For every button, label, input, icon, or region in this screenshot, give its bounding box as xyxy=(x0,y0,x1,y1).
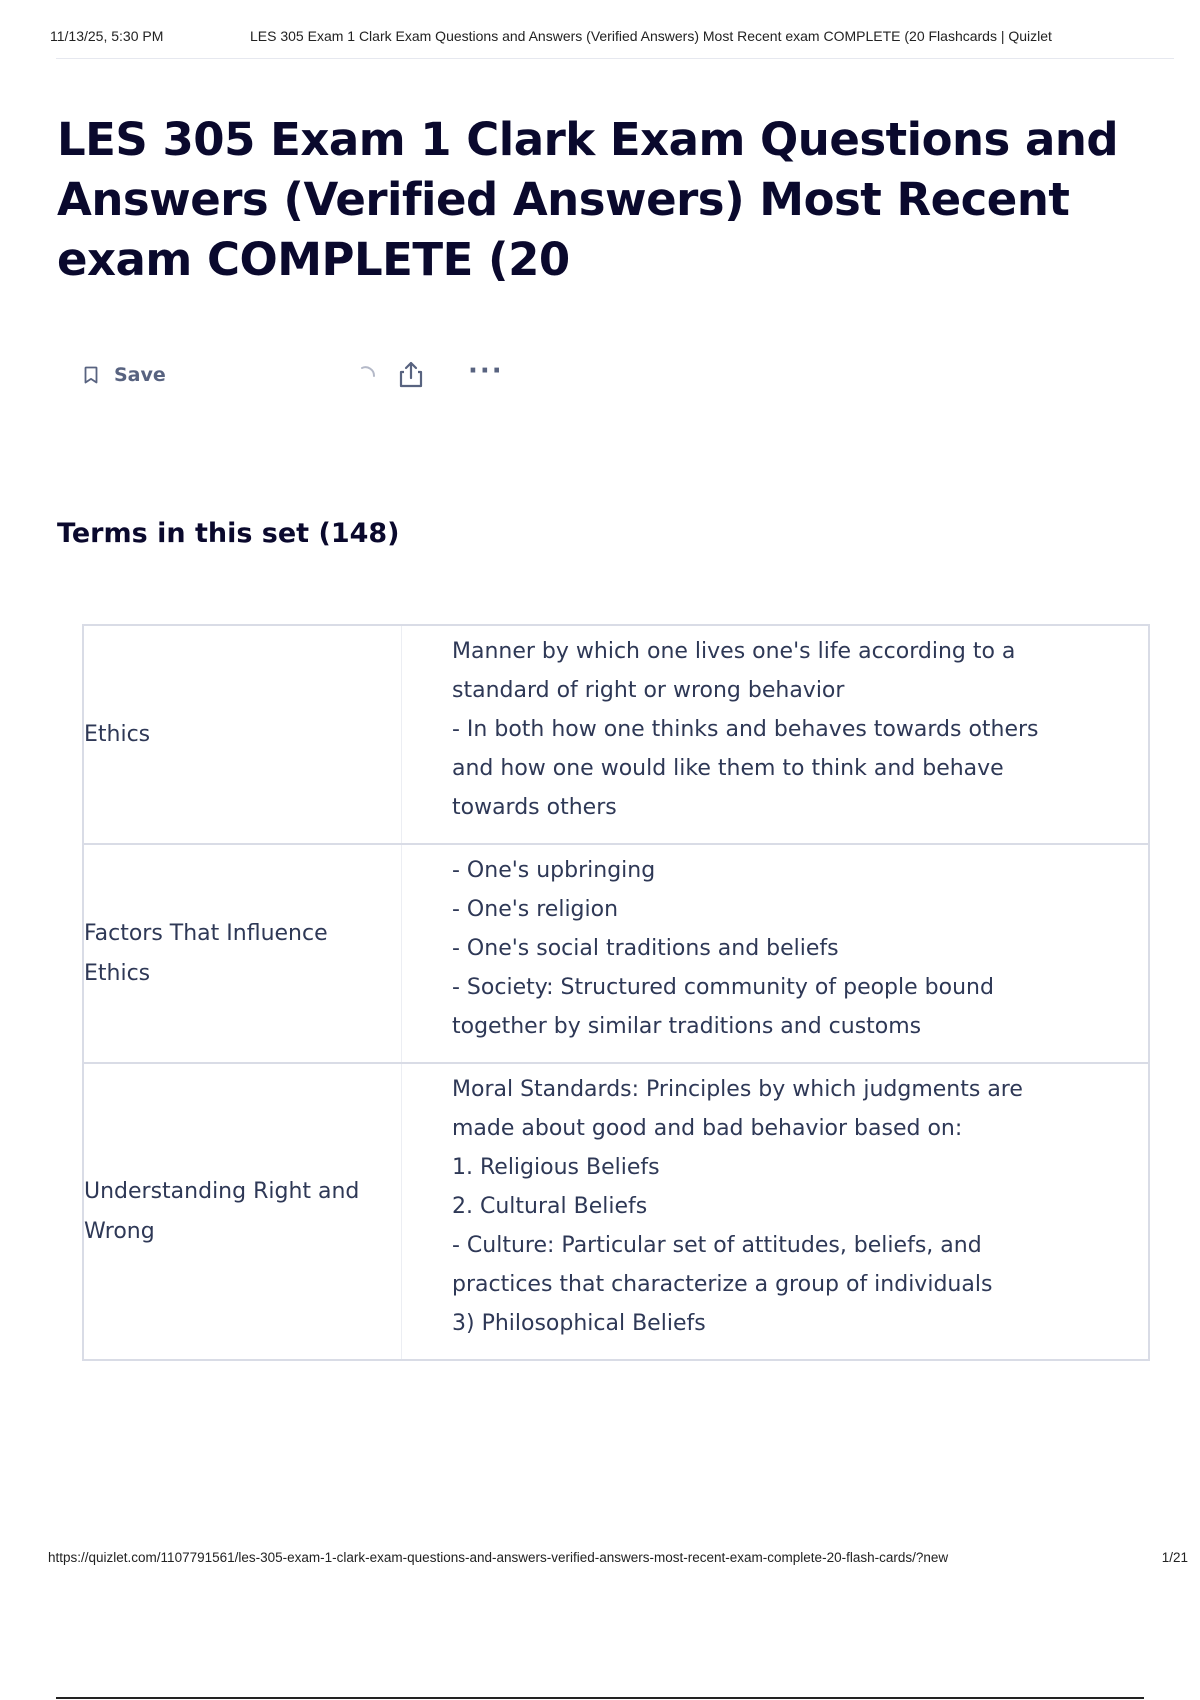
loading-spinner-icon xyxy=(358,364,378,384)
definition-line: - One's upbringing xyxy=(452,858,656,883)
term-row xyxy=(84,843,1148,1062)
definition-line: towards others xyxy=(452,795,617,820)
save-label: Save xyxy=(114,364,166,386)
print-url: https://quizlet.com/1107791561/les-305-exam-1-clark-exam-questions-and-answers-verified-answers-most-recent-exam-complete-20-flash-cards/?new xyxy=(48,1550,949,1565)
terms-heading: Terms in this set (148) xyxy=(57,518,400,549)
bottom-divider xyxy=(56,1697,1144,1699)
definition-line: Moral Standards: Principles by which judgments are xyxy=(452,1077,1023,1102)
definition-line: - Culture: Particular set of attitudes, beliefs, and xyxy=(452,1233,982,1258)
definition-line: - Society: Structured community of people bound xyxy=(452,975,994,1000)
definition-line: Manner by which one lives one's life according to a xyxy=(452,639,1016,664)
term-row xyxy=(84,1062,1148,1359)
definition-line: - One's social traditions and beliefs xyxy=(452,936,839,961)
definition-cell xyxy=(402,845,1148,1062)
term-cell xyxy=(84,1064,402,1359)
definition-line: 2. Cultural Beliefs xyxy=(452,1194,648,1219)
term-text: Ethics xyxy=(84,721,151,747)
terms-table xyxy=(82,624,1150,1361)
print-page-title: LES 305 Exam 1 Clark Exam Questions and Answers (Verified Answers) Most Recent exam COMPLETE (20 Flashcards | Quizlet xyxy=(250,28,1052,44)
definition-cell xyxy=(402,1064,1148,1359)
definition-line: 1. Religious Beliefs xyxy=(452,1155,660,1180)
term-cell xyxy=(84,845,402,1062)
definition-line: made about good and bad behavior based on: xyxy=(452,1116,963,1141)
definition-line: 3) Philosophical Beliefs xyxy=(452,1311,706,1336)
share-icon[interactable] xyxy=(396,360,426,390)
set-toolbar xyxy=(84,358,524,394)
term-text: Factors That Influence Ethics xyxy=(84,920,328,986)
definition-line: - One's religion xyxy=(452,897,619,922)
term-text: Understanding Right and Wrong xyxy=(84,1178,360,1244)
definition-line: standard of right or wrong behavior xyxy=(452,678,845,703)
more-options-button[interactable]: ··· xyxy=(468,356,504,386)
save-button[interactable] xyxy=(84,360,166,390)
term-row xyxy=(84,626,1148,843)
print-datetime: 11/13/25, 5:30 PM xyxy=(50,28,164,44)
set-title: LES 305 Exam 1 Clark Exam Questions and Answers (Verified Answers) Most Recent exam COMPLETE (20 xyxy=(57,113,1119,286)
header-divider xyxy=(56,58,1174,59)
term-cell xyxy=(84,626,402,843)
definition-line: - In both how one thinks and behaves towards others xyxy=(452,717,1039,742)
definition-line: practices that characterize a group of individuals xyxy=(452,1272,993,1297)
page-number: 1/21 xyxy=(1161,1550,1188,1565)
definition-line: together by similar traditions and customs xyxy=(452,1014,922,1039)
bookmark-icon xyxy=(84,366,98,384)
definition-cell xyxy=(402,626,1148,843)
definition-line: and how one would like them to think and behave xyxy=(452,756,1004,781)
